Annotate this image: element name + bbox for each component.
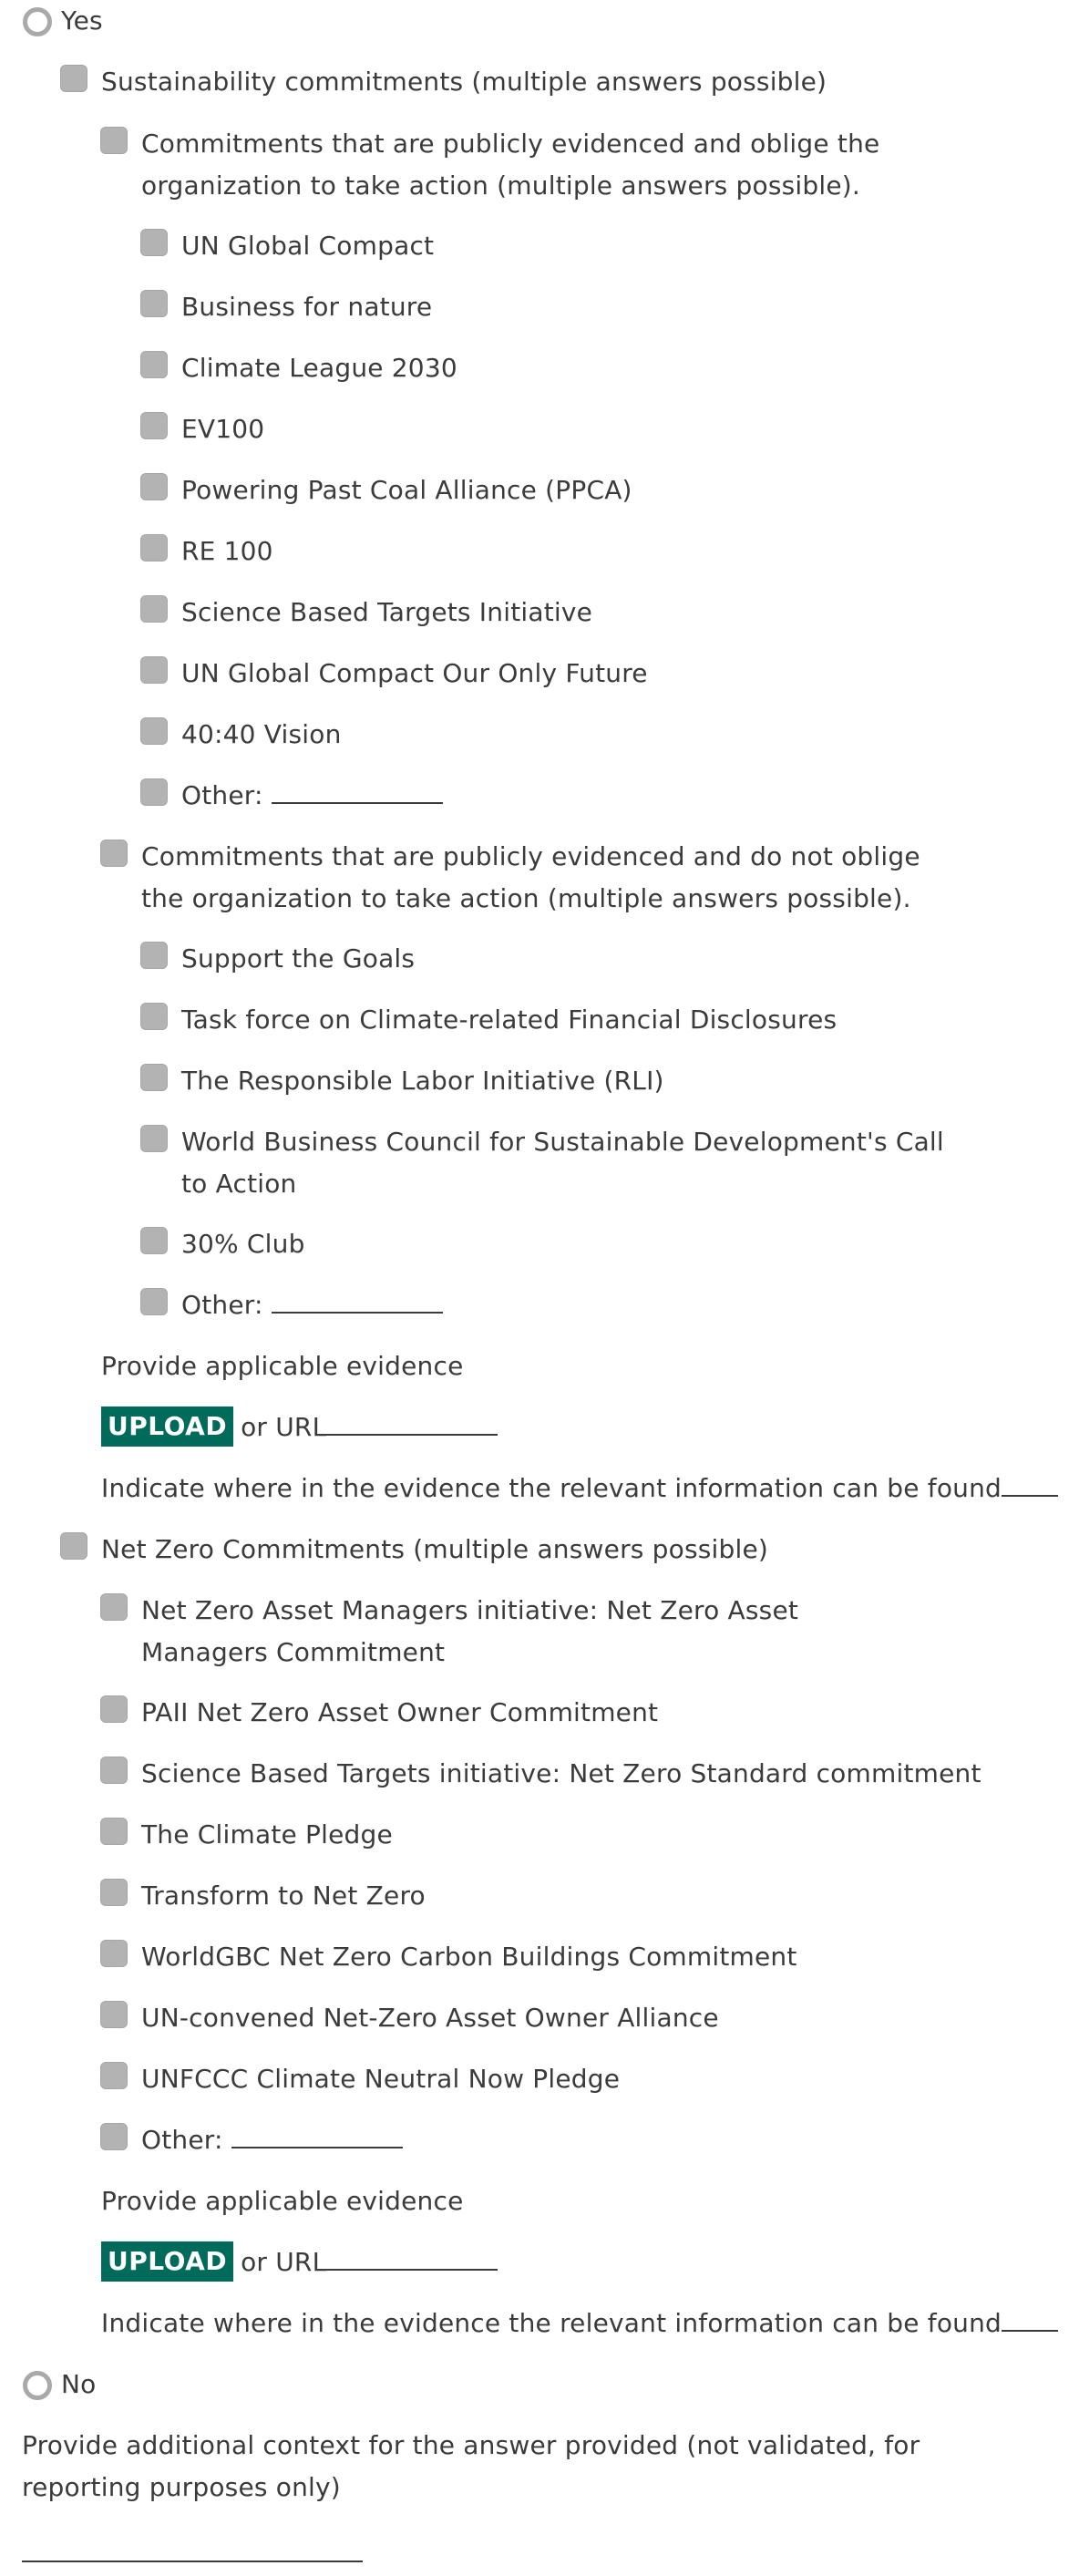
list-item[interactable] xyxy=(181,531,273,572)
list-item[interactable] xyxy=(181,347,457,389)
commitment-label: 30% Club xyxy=(181,1229,305,1259)
evidence-location-input[interactable] xyxy=(1002,2303,1058,2332)
commitment-label: Powering Past Coal Alliance (PPCA) xyxy=(181,475,632,505)
other-checkbox[interactable] xyxy=(140,778,168,806)
commitment-checkbox[interactable] xyxy=(100,1695,128,1723)
obliging-commitments-option[interactable] xyxy=(141,123,998,207)
commitment-label: UN-convened Net-Zero Asset Owner Alliance xyxy=(141,2003,719,2033)
commitment-checkbox[interactable] xyxy=(100,1757,128,1784)
evidence-location-row xyxy=(101,1468,1058,1510)
commitment-label: PAII Net Zero Asset Owner Commitment xyxy=(141,1697,659,1727)
evidence-upload-row xyxy=(101,2241,498,2283)
commitment-label: UNFCCC Climate Neutral Now Pledge xyxy=(141,2064,621,2094)
commitment-checkbox[interactable] xyxy=(140,290,168,317)
commitment-checkbox[interactable] xyxy=(140,1003,168,1030)
commitment-label: WorldGBC Net Zero Carbon Buildings Commitment xyxy=(141,1942,797,1972)
list-item[interactable] xyxy=(141,1590,925,1674)
list-item[interactable] xyxy=(141,1753,981,1795)
list-item[interactable] xyxy=(141,1814,393,1856)
additional-context-input[interactable] xyxy=(22,2533,363,2562)
non-obliging-other-option[interactable] xyxy=(181,1284,443,1326)
sustainability-commitments-checkbox[interactable] xyxy=(60,65,87,92)
obliging-commitments-checkbox[interactable] xyxy=(100,127,128,154)
commitment-checkbox[interactable] xyxy=(100,2062,128,2089)
list-item[interactable] xyxy=(181,1060,664,1102)
url-label: or URL xyxy=(241,2247,327,2277)
commitment-checkbox[interactable] xyxy=(140,1125,168,1152)
list-item[interactable] xyxy=(181,653,648,695)
yes-radio[interactable] xyxy=(23,7,52,36)
list-item[interactable] xyxy=(181,714,342,756)
no-label: No xyxy=(61,2369,97,2399)
list-item[interactable] xyxy=(141,1997,719,2039)
commitment-checkbox[interactable] xyxy=(140,1227,168,1254)
upload-button[interactable]: UPLOAD xyxy=(101,2241,233,2282)
list-item[interactable] xyxy=(181,999,837,1041)
url-label: or URL xyxy=(241,1412,327,1442)
commitment-label: The Climate Pledge xyxy=(141,1819,393,1850)
evidence-location-input[interactable] xyxy=(1002,1468,1058,1497)
commitment-label: The Responsible Labor Initiative (RLI) xyxy=(181,1066,664,1096)
upload-button[interactable]: UPLOAD xyxy=(101,1406,233,1447)
list-item[interactable] xyxy=(141,1692,658,1734)
commitment-checkbox[interactable] xyxy=(140,229,168,256)
list-item[interactable] xyxy=(181,1121,965,1205)
commitment-label: World Business Council for Sustainable Development's Call to Action xyxy=(181,1127,944,1199)
sustainability-commitments-label: Sustainability commitments (multiple answers possible) xyxy=(101,67,827,97)
other-checkbox[interactable] xyxy=(100,2123,128,2150)
commitment-label: Support the Goals xyxy=(181,943,416,974)
list-item[interactable] xyxy=(181,286,432,328)
net-zero-commitments-label: Net Zero Commitments (multiple answers possible) xyxy=(101,1534,769,1564)
option-no[interactable] xyxy=(61,2364,96,2406)
commitment-label: 40:40 Vision xyxy=(181,719,342,749)
obliging-commitments-label: Commitments that are publicly evidenced and oblige the organization to take action (multiple answers possible). xyxy=(141,129,880,201)
other-text-field[interactable] xyxy=(272,1284,443,1314)
other-label: Other: xyxy=(181,1290,272,1320)
commitment-label: Task force on Climate-related Financial Disclosures xyxy=(181,1005,838,1035)
commitment-checkbox[interactable] xyxy=(100,1593,128,1621)
net-zero-commitments-checkbox[interactable] xyxy=(60,1532,87,1560)
list-item[interactable] xyxy=(141,2058,620,2100)
url-input[interactable] xyxy=(326,2241,498,2271)
commitment-label: UN Global Compact xyxy=(181,231,435,261)
commitment-checkbox[interactable] xyxy=(100,1879,128,1906)
yes-label: Yes xyxy=(61,5,103,36)
commitment-checkbox[interactable] xyxy=(140,595,168,623)
net-zero-commitments-option[interactable] xyxy=(101,1529,768,1571)
obliging-other-option[interactable] xyxy=(181,775,443,817)
commitment-checkbox[interactable] xyxy=(140,1064,168,1091)
sustainability-commitments-option[interactable] xyxy=(101,61,827,103)
additional-context-prompt: Provide additional context for the answer provided (not validated, for reporting purposes only) xyxy=(22,2430,920,2502)
evidence-prompt: Provide applicable evidence xyxy=(101,2186,464,2216)
evidence-upload-row xyxy=(101,1406,498,1448)
list-item[interactable] xyxy=(181,469,632,511)
list-item[interactable] xyxy=(181,408,264,450)
commitment-label: UN Global Compact Our Only Future xyxy=(181,658,648,688)
commitment-checkbox[interactable] xyxy=(100,1940,128,1967)
list-item[interactable] xyxy=(181,938,415,980)
list-item[interactable] xyxy=(181,592,592,634)
option-yes[interactable] xyxy=(61,0,103,42)
commitment-label: RE 100 xyxy=(181,536,273,566)
commitment-checkbox[interactable] xyxy=(140,412,168,439)
commitment-checkbox[interactable] xyxy=(140,351,168,378)
commitment-checkbox[interactable] xyxy=(140,717,168,745)
net-zero-other-option[interactable] xyxy=(141,2119,403,2161)
commitment-label: EV100 xyxy=(181,414,265,444)
commitment-label: Climate League 2030 xyxy=(181,353,457,383)
other-checkbox[interactable] xyxy=(140,1288,168,1315)
other-label: Other: xyxy=(141,2125,231,2155)
non-obliging-commitments-checkbox[interactable] xyxy=(100,840,128,867)
non-obliging-commitments-label: Commitments that are publicly evidenced and do not oblige the organization to take action (multiple answers possible). xyxy=(141,841,920,913)
evidence-location-row xyxy=(101,2303,1058,2344)
commitment-label: Science Based Targets initiative: Net Zero Standard commitment xyxy=(141,1758,981,1788)
commitment-checkbox[interactable] xyxy=(140,656,168,684)
other-label: Other: xyxy=(181,780,272,810)
evidence-location-label: Indicate where in the evidence the relevant information can be found xyxy=(101,2308,1002,2338)
commitment-label: Net Zero Asset Managers initiative: Net Zero Asset Managers Commitment xyxy=(141,1595,799,1667)
evidence-prompt: Provide applicable evidence xyxy=(101,1351,464,1381)
url-input[interactable] xyxy=(326,1406,498,1436)
other-text-field[interactable] xyxy=(231,2119,403,2148)
list-item[interactable] xyxy=(141,1875,426,1917)
commitment-label: Transform to Net Zero xyxy=(141,1880,426,1911)
commitment-checkbox[interactable] xyxy=(140,942,168,969)
non-obliging-commitments-option[interactable] xyxy=(141,836,961,920)
list-item[interactable] xyxy=(181,1223,305,1265)
commitment-label: Business for nature xyxy=(181,292,433,322)
commitment-checkbox[interactable] xyxy=(100,2001,128,2028)
commitment-label: Science Based Targets Initiative xyxy=(181,597,593,627)
list-item[interactable] xyxy=(181,225,434,267)
commitment-checkbox[interactable] xyxy=(100,1818,128,1845)
evidence-location-label: Indicate where in the evidence the relevant information can be found xyxy=(101,1473,1002,1503)
other-text-field[interactable] xyxy=(272,775,443,804)
commitment-checkbox[interactable] xyxy=(140,534,168,562)
no-radio[interactable] xyxy=(23,2371,52,2400)
list-item[interactable] xyxy=(141,1936,797,1978)
commitment-checkbox[interactable] xyxy=(140,473,168,500)
